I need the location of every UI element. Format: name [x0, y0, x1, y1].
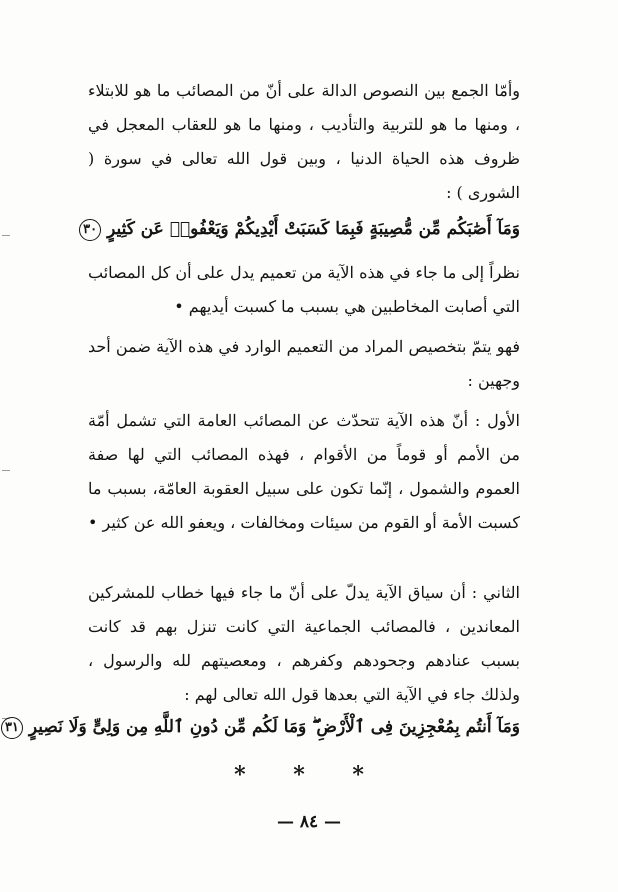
margin-mark — [2, 470, 10, 471]
margin-mark — [2, 235, 10, 236]
quran-verse-shura-31 — [4, 712, 520, 742]
verse-number-badge: ٣١ — [1, 717, 23, 739]
quran-verse-shura-30 — [83, 214, 520, 244]
verse-text: وَمَآ أَصَٰبَكُم مِّن مُّصِيبَةٍ فَبِمَا كَسَبَتْ أَيْدِيكُمْ وَيَعْفُوا۟ عَن كَثِيرٍ — [107, 219, 520, 239]
verse-number-badge: ٣٠ — [79, 219, 101, 241]
page-number: — ٨٤ — — [276, 812, 342, 832]
paragraph-second-aspect: الثاني : أن سياق الآية يدلّ على أنّ ما جاء فيها خطاب للمشركين المعاندين ، فالمصائب الجماعية التي كانت تنزل بهم قد كانت بسبب عنادهم وجحودهم وكفرهم ، ومعصيتهم لله والرسول ، ولذلك جاء في الآية التي بعدها قول الله تعالى لهم : — [88, 583, 520, 704]
paragraph-intro: وأمّا الجمع بين النصوص الدالة على أنّ من المصائب ما هو للابتلاء ، ومنها ما هو للتربية والتأديب ، ومنها ما هو للعقاب المعجل في ظروف هذه الحياة الدنيا ، وبين قول الله تعالى في سورة ( الشورى ) : — [88, 81, 520, 202]
section-separator: * * * — [234, 762, 384, 788]
paragraph-specification: فهو يتمّ بتخصيص المراد من التعميم الوارد في هذه الآية ضمن أحد وجهين : — [88, 337, 520, 390]
paragraph-first-aspect: الأول : أنّ هذه الآية تتحدّث عن المصائب العامة التي تشمل أمّة من الأمم أو قوماً من الأقوام ، فهذه المصائب التي لها صفة العموم والشمول ، إنّما تكون على سبيل العقوبة العامّة، بسبب ما كسبت الأمة أو القوم من سيئات ومخالفات ، ويعفو الله عن كثير • — [88, 411, 520, 532]
paragraph-generalization: نظراً إلى ما جاء في هذه الآية من تعميم يدل على أن كل المصائب التي أصابت المخاطبين هي بسبب ما كسبت أيديهم • — [88, 263, 520, 316]
verse-text: وَمَآ أَنتُم بِمُعْجِزِينَ فِى ٱلْأَرْضِ ۖ وَمَا لَكُم مِّن دُونِ ٱللَّهِ مِن وَلِىٍّ وَلَا نَصِيرٍ — [28, 717, 520, 737]
